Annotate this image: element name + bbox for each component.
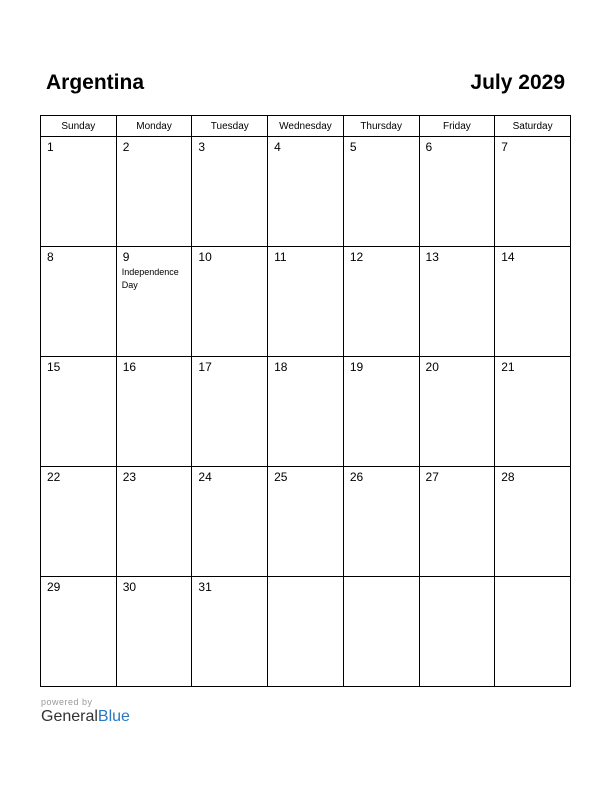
weekday-header: Wednesday <box>268 116 344 137</box>
day-cell <box>419 137 495 247</box>
day-number: 8 <box>47 250 54 264</box>
brand-logo <box>41 708 130 726</box>
day-cell <box>116 137 192 247</box>
day-number: 9 <box>122 250 130 264</box>
day-cell <box>343 357 419 467</box>
day-number: 19 <box>349 360 364 374</box>
day-cell-empty <box>343 577 419 687</box>
brand-name-part1: General <box>41 708 98 725</box>
day-cell <box>116 467 192 577</box>
day-number: 29 <box>47 580 61 594</box>
day-number: 4 <box>274 140 281 154</box>
brand-name-part2: Blue <box>97 708 130 725</box>
holiday-label: Independence Day <box>121 267 179 290</box>
day-cell <box>268 467 344 577</box>
day-cell <box>495 137 571 247</box>
weekday-header: Monday <box>116 116 192 137</box>
day-cell <box>116 577 192 687</box>
day-cell <box>419 357 495 467</box>
day-number: 20 <box>425 360 439 374</box>
week-row <box>41 467 571 577</box>
day-cell <box>41 577 117 687</box>
day-cell <box>192 137 268 247</box>
day-number: 1 <box>47 140 54 154</box>
day-number: 30 <box>122 580 137 594</box>
day-number: 22 <box>47 470 61 484</box>
day-cell <box>41 357 117 467</box>
day-cell <box>495 467 571 577</box>
day-cell <box>192 247 268 357</box>
day-number: 26 <box>349 470 364 484</box>
day-cell <box>343 137 419 247</box>
week-row <box>41 577 571 687</box>
day-cell <box>343 467 419 577</box>
weekday-header-row <box>41 116 571 137</box>
day-cell-empty <box>268 577 344 687</box>
day-cell <box>41 137 117 247</box>
day-cell <box>268 357 344 467</box>
day-cell <box>419 467 495 577</box>
day-number: 25 <box>274 470 288 484</box>
day-cell <box>495 357 571 467</box>
day-cell <box>116 247 192 357</box>
weekday-header: Saturday <box>495 116 571 137</box>
day-number: 3 <box>198 140 206 154</box>
day-number: 23 <box>122 470 137 484</box>
day-cell <box>419 247 495 357</box>
day-cell <box>116 357 192 467</box>
week-row <box>41 247 571 357</box>
day-number: 14 <box>501 250 515 264</box>
month-year-title: July 2029 <box>470 71 565 94</box>
country-title: Argentina <box>46 71 145 94</box>
day-number: 2 <box>122 140 130 154</box>
powered-by-label: powered by <box>41 697 93 707</box>
day-number: 12 <box>349 250 364 264</box>
day-cell <box>41 247 117 357</box>
weekday-header: Friday <box>419 116 495 137</box>
footer-logo <box>41 697 130 726</box>
day-cell <box>268 247 344 357</box>
day-cell <box>343 247 419 357</box>
day-cell-empty <box>495 577 571 687</box>
day-number: 7 <box>501 140 508 154</box>
day-number: 10 <box>198 250 212 264</box>
week-row <box>41 357 571 467</box>
day-cell-empty <box>419 577 495 687</box>
day-cell <box>192 467 268 577</box>
week-row <box>41 137 571 247</box>
day-number: 16 <box>122 360 137 374</box>
day-number: 21 <box>501 360 515 374</box>
weekday-header: Tuesday <box>192 116 268 137</box>
day-number: 28 <box>501 470 515 484</box>
weekday-header: Thursday <box>343 116 419 137</box>
day-number: 11 <box>274 250 287 264</box>
day-cell <box>41 467 117 577</box>
day-number: 6 <box>425 140 433 154</box>
day-number: 31 <box>198 580 212 594</box>
day-number: 5 <box>349 140 357 154</box>
day-number: 18 <box>274 360 288 374</box>
day-cell <box>192 357 268 467</box>
day-cell <box>268 137 344 247</box>
day-number: 24 <box>198 470 212 484</box>
calendar-grid <box>40 115 571 687</box>
day-number: 27 <box>425 470 439 484</box>
day-number: 13 <box>425 250 439 264</box>
day-cell <box>495 247 571 357</box>
day-cell <box>192 577 268 687</box>
day-number: 15 <box>47 360 61 374</box>
weekday-header: Sunday <box>41 116 117 137</box>
day-number: 17 <box>198 360 212 374</box>
